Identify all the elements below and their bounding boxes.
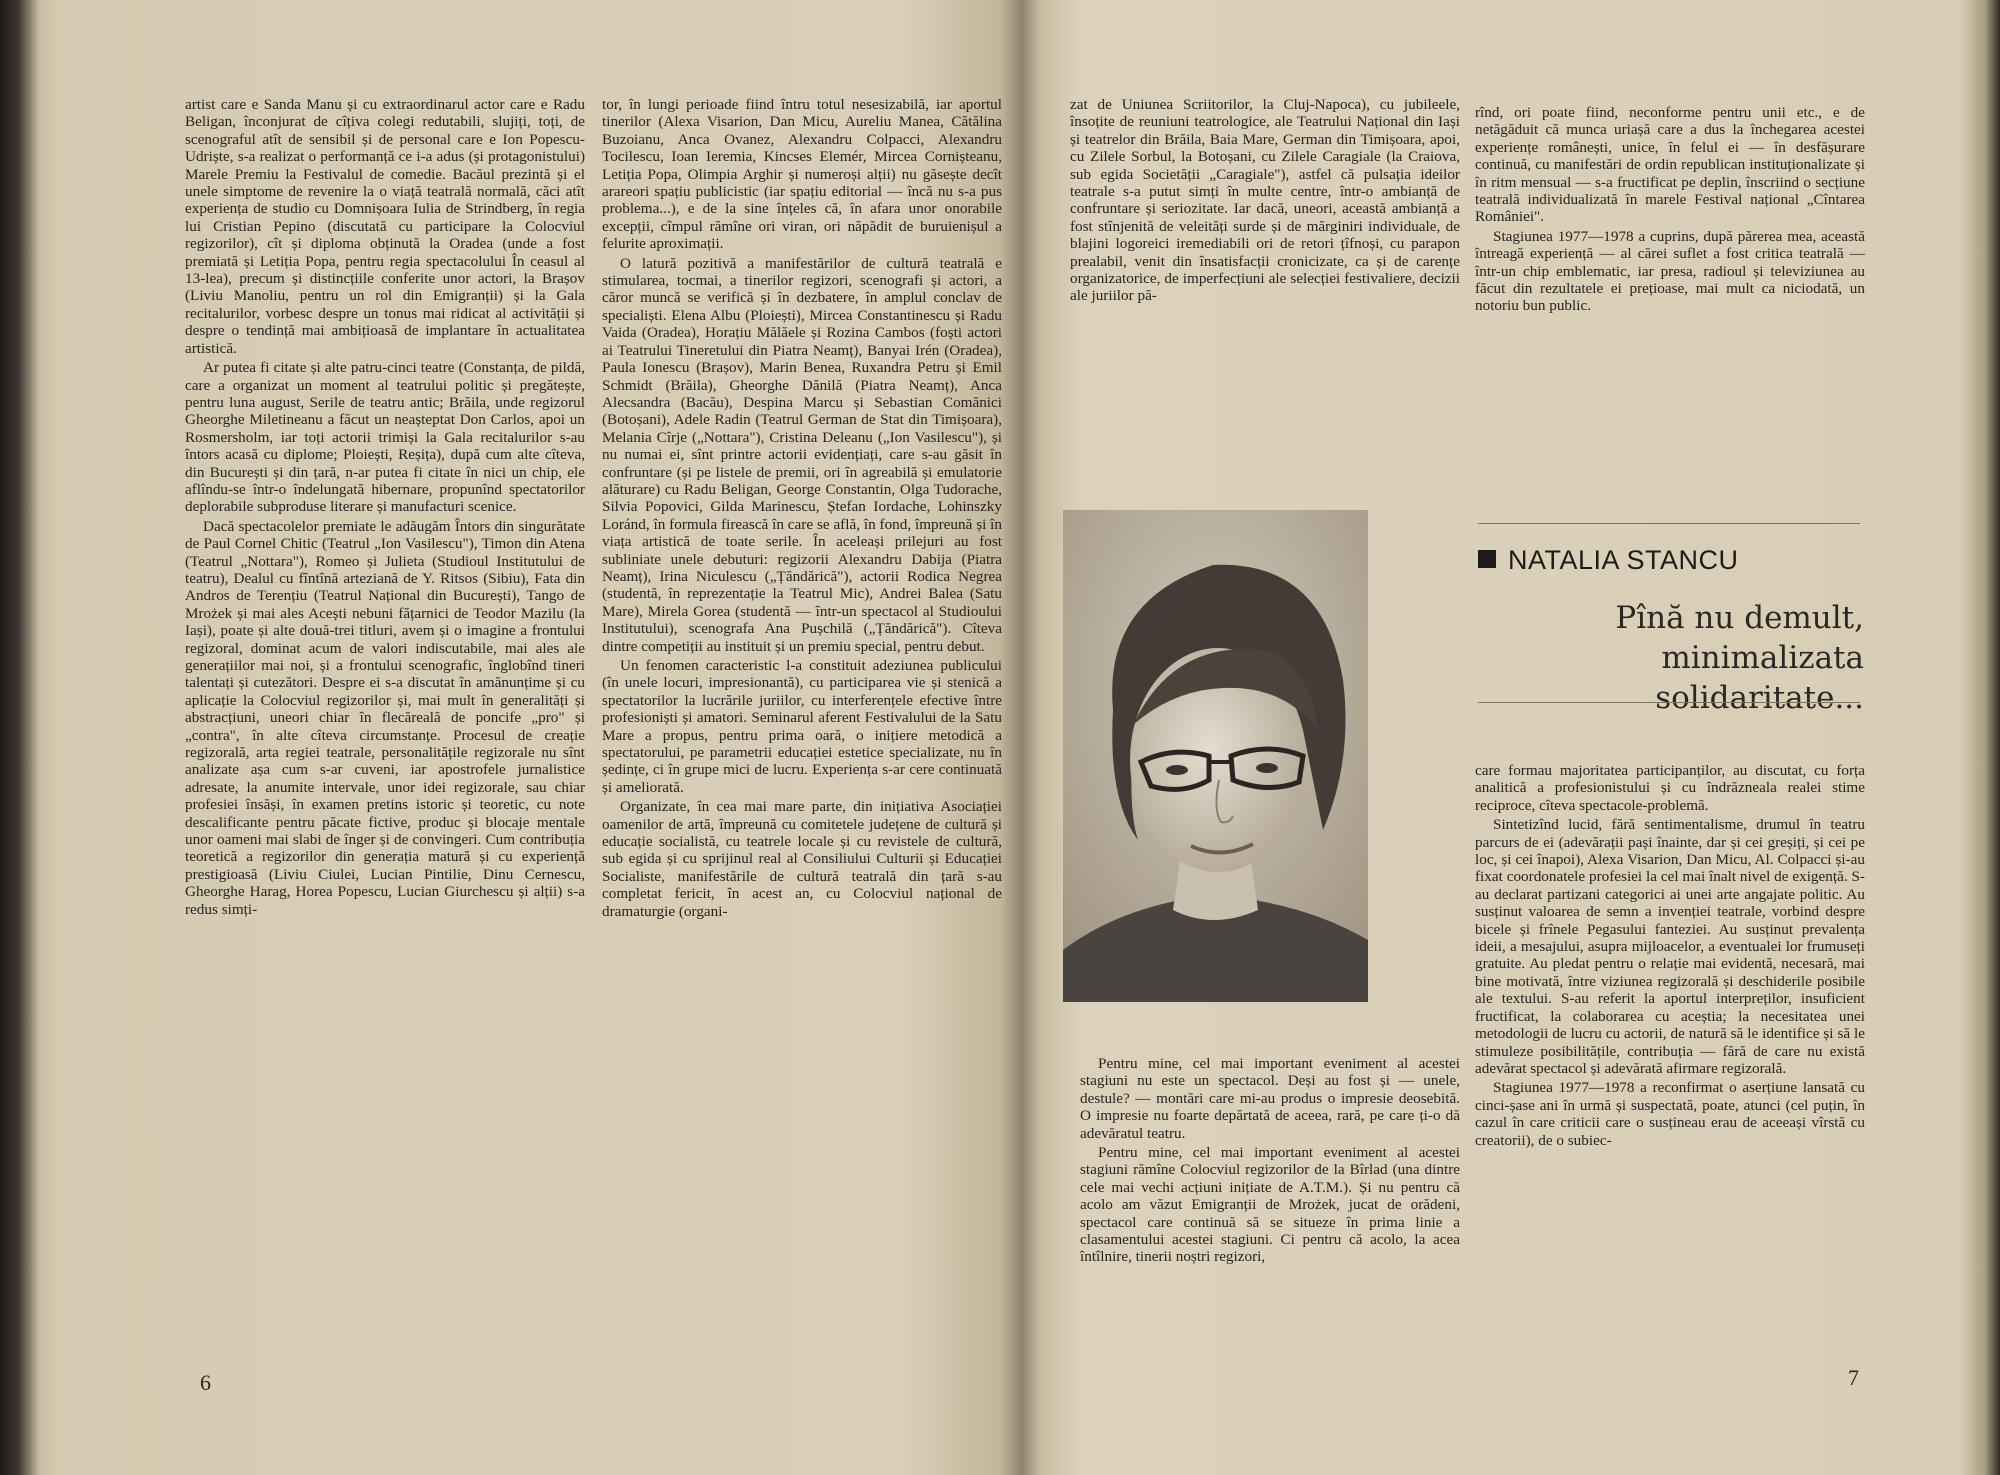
paragraph: tor, în lungi perioade fiind întru totul nesesizabilă, iar aportul tinerilor (Alexa Visarion, Dan Micu, Aureliu Manea, Cătălina Buzoianu, Anca Ovanez, Alexandru Colpacci, Alexandru Tocilescu, Ioan Ieremia, Kincses Elemér, Mircea Cornișteanu, Letiția Popa, Olimpia Arghir și numeroși alții) nu găsește decît arareori spațiu publicistic (iar spațiu editorial — încă nu s-a pus problema...), e de la sine înțeles că, în afara unor onorabile excepții, cîmpul rămîne ori viran, ori năpădit de buruienișul a felurite aproximații.	[602, 96, 1002, 253]
paragraph: care formau majoritatea participanților, au discutat, cu forța analitică a profesionistului și cu îndrăzneala realei stime reciproce, cîteva spectacole-problemă.	[1475, 762, 1865, 814]
paragraph: Pentru mine, cel mai important eveniment al acestei stagiuni rămîne Colocviul regizorilor de la Bîrlad (una dintre cele mai vechi acțiuni inițiate de A.T.M.). Și nu pentru că acolo am văzut Emigranții de Mrożek, jucat de orădeni, spectacol care continuă să se situeze în prima linie a clasamentului acestei stagiuni. Ci pentru că acolo, la acea întîlnire, tinerii noștri regizori,	[1080, 1144, 1460, 1266]
right-column-1-lower	[1080, 1055, 1460, 1345]
author-text: NATALIA STANCU	[1508, 545, 1739, 575]
section-rule-bottom	[1478, 702, 1860, 703]
paragraph: Ar putea fi citate și alte patru-cinci teatre (Constanța, de pildă, care a organizat un moment al teatrului politic și pregătește, pentru luna august, Serile de teatru antic; Brăila, unde regizorul Gheorghe Miletineanu a făcut un neașteptat Don Carlos, apoi un Rosmersholm, iar toți actorii trimiși la Gala recitalurilor s-au întors acasă cu diplome; Ploiești, Reșița), după cum alte cîteva, din București și din țară, n-ar putea fi citate în nici un chip, ele aflîndu-se într-o îndelungată hibernare, propunînd spectatorilor deplorabile subproduse literare și manufacturi scenice.	[185, 359, 585, 516]
left-column-2	[602, 96, 1002, 1344]
square-bullet-icon	[1478, 550, 1496, 568]
right-column-2-lower	[1475, 762, 1865, 1342]
paragraph: zat de Uniunea Scriitorilor, la Cluj-Napoca), cu jubileele, însoțite de reuniuni teatrologice, ale Teatrului Național din Iași și teatrelor din Brăila, Baia Mare, German din Timișoara, apoi, cu Zilele Sorbul, la Botoșani, cu Zilele Caragiale (la Craiova, sub egida Societății „Caragiale"), astfel că pulsația ideilor teatrale s-a putut simți în multe centre, într-o ambianță de confruntare și seriozitate. Iar dacă, uneori, această ambianță a fost stînjenită de veleități surde și de mărginiri individuale, de blajini logoreici iremediabili ori de retori țîfnoși, cu parapon prealabil, venit din însatisfacții cronicizate, ca și de carențe organizatorice, de imperfecțiuni ale selecției festivaliere, decizii ale juriilor pă-	[1070, 96, 1460, 305]
portrait-photo	[1063, 510, 1368, 1002]
page-number-right: 7	[1848, 1365, 1859, 1390]
right-column-1-upper	[1070, 96, 1460, 398]
right-column-2-upper	[1475, 104, 1865, 389]
paragraph: Un fenomen caracteristic l-a constituit adeziunea publicului (în unele locuri, impresionantă), cu participarea vie și stenică a spectatorilor la lucrările juriilor, cu interferențele efective între profesioniști și amatori. Seminarul aferent Festivalului de la Satu Mare a propus, pentru prima oară, o inițiere metodică a spectatorului, pe parametrii educației estetice specializate, nu în ședințe, ci în grupe mici de lucru. Experiența s-ar cere continuată și ameliorată.	[602, 657, 1002, 796]
paragraph: Stagiunea 1977—1978 a cuprins, după părerea mea, această întreagă experiență — al cărei suflet a fost critica teatrală — într-un chip emblematic, iar presa, radioul și televiziunea au făcut din rezultatele ei prețioase, mai mult ca niciodată, un notoriu bun public.	[1475, 227, 1865, 315]
left-column-1	[185, 96, 585, 1344]
author-name	[1478, 545, 1898, 585]
paragraph: Stagiunea 1977—1978 a reconfirmat o aserțiune lansată cu cinci-șase ani în urmă și suspectată, poate, atunci (cel puțin, în cazul în care criticii care o susțineau erau de aceeași vîrstă cu creatorii), de o subiec-	[1475, 1079, 1865, 1149]
paragraph: artist care e Sanda Manu și cu extraordinarul actor care e Radu Beligan, înconjurat de cîțiva colegi redutabili, slujiți, toți, de scenograful atît de sensibil și de personal care e Ion Popescu-Udriște, s-a realizat o performanță ce i-a adus (și protagonistului) Marele Premiu la Festivalul de comedie. Bacăul prezintă și el unele simptome de revenire la o viață teatrală normală, căci atît experiența de studio cu Domnișoara Iulia de Strindberg, în regia lui Cristian Pepino (discutată cu participare la Colocviul regizorilor), cît și diploma obținută la Oradea (unde a fost premiată și Letiția Popa, pentru regia spectacolului În ceasul al 13-lea), precum și distincțiile conferite unor actori, la Brașov (Liviu Manoliu, pentru un rol din Emigranții) și la Gala recitalurilor, vorbesc despre un tonus mai ridicat al activității și despre o tendință mai ambițioasă de implantare în actualitatea artistică.	[185, 96, 585, 357]
paragraph: O latură pozitivă a manifestărilor de cultură teatrală e stimularea, tocmai, a tinerilor regizori, scenografi și actori, a căror muncă se verifică și în dezbatere, în amplul conclav de specialiști. Elena Albu (Ploiești), Mircea Constantinescu și Radu Vaida (Oradea), Horațiu Mălăele și Rozina Cambos (foști actori ai Teatrului Tineretului din Piatra Neamț), Banyai Irén (Oradea), Paula Ionescu (Brașov), Marin Benea, Ruxandra Petru și Emil Schmidt (Brăila), Gheorghe Dănilă (Piatra Neamț), Anca Alecsandra (Bacău), Despina Marcu și Sebastian Comănici (Botoșani), Adele Radin (Teatrul German de Stat din Timișoara), Melania Cîrje („Nottara"), Cristina Deleanu („Ion Vasilescu"), și nu numai ei, sînt printre actorii evidențiați, care s-au găsit în confruntare (și pe listele de premii, ori în agreabilă și emulatorie alăturare) cu Radu Beligan, George Constantin, Olga Tudorache, Silvia Popovici, Gilda Marinescu, Ștefan Iordache, Lohinszky Loránd, în formula firească în care se află, în fond, împreună și în viața artistică de toate serile. În aceleași prilejuri au fost subliniate unele debuturi: regizorii Alexandru Dabija (Piatra Neamț), Irina Niculescu („Țăndărică"), actorii Rodica Negrea (studentă, în reprezentație la Teatrul Mic), Andrei Balea (Satu Mare), Mirela Gorea (studentă — într-un spectacol al Studioului Institutului), scenografa Ana Pușchilă („Țăndărică"). Cîteva dintre competiții au instituit și un premiu special, pentru debut.	[602, 254, 1002, 655]
portrait-image	[1063, 510, 1368, 1002]
section-rule-top	[1478, 523, 1860, 524]
paragraph: Sintetizînd lucid, fără sentimentalisme, drumul în teatru parcurs de ei (adevărații pași înainte, dar și cei greșiți, și cei pe loc, și cei înapoi), Alexa Visarion, Dan Micu, Al. Colpacci și-au fixat coordonatele profesiei la cel mai înalt nivel de exigență. S-au declarat partizani categorici ai unei arte angajate politic. Au susținut valoarea de semn a invenției teatrale, vorbind despre bicele și frînele Pegasului fanteziei. Au susținut prevalența ideii, a mesajului, asupra mijloacelor, a eventualei lor frumuseți gratuite. Au pledat pentru o relație mai evidentă, necesară, mai bine motivată, între viziunea regizorală și deschiderile posibile ale textului. S-au referit la aportul interpreților, insuficient fructificat, la colaborarea cu aceștia; la necesitatea unei metodologii de lucru cu actorii, de natură să le identifice și să le stimuleze posibilitățile, contribuția — fără de care nu există adevărat spectacol și adevărată afirmare regizorală.	[1475, 816, 1865, 1077]
paragraph: Pentru mine, cel mai important eveniment al acestei stagiuni nu este un spectacol. Deși au fost și — unele, destule? — montări care mi-au produs o impresie deosebită. O impresie nu foarte depărtată de aceea, rară, pe care ți-o dă adevăratul teatru.	[1080, 1055, 1460, 1142]
paragraph: rînd, ori poate fiind, neconforme pentru unii etc., e de netăgăduit că munca uriașă care a dus la închegarea acestei experiențe românești, unice, în felul ei — în desfășurare continuă, cu manifestări de ordin republican instituționalizate și în ritm mensual — s-a fructificat pe deplin, înscriind o secțiune teatrală individualizată în marele Festival național „Cîntarea României".	[1475, 104, 1865, 226]
paragraph: Organizate, în cea mai mare parte, din inițiativa Asociației oamenilor de artă, împreună cu comitetele județene de cultură și educație socialistă, cu teatrele locale și cu revistele de cultură, sub egida și cu sprijinul real al Consiliului Culturii și Educației Socialiste, manifestările de cultură teatrală din țară s-au completat fericit, în acest an, cu Colocviul național de dramaturgie (organi-	[602, 798, 1002, 920]
article-headline: Pînă nu demult, minimalizata solidaritate...	[1615, 600, 1864, 716]
paragraph: Dacă spectacolelor premiate le adăugăm Întors din singurătate de Paul Cornel Chitic (Teatrul „Ion Vasilescu"), Timon din Atena (Teatrul „Nottara"), Romeo și Julieta (Studioul Institutului de teatru), Dealul cu fîntînă arteziană de Y. Ritsos (Sibiu), Fata din Andros de Terențiu (Teatrul Național din București), Tango de Mrożek și mai ales Acești nebuni fățarnici de Teodor Mazilu (la Iași), poate și alte două-trei titluri, avem și o imagine a frontului regizoral, dominat acum de valori indiscutabile, mai ales ale generațiilor mai noi, și a frontului scenografic, înglobînd tineri talentați și cutezători. Despre ei s-a discutat în amănunțime și cu aplicație la Colocviul regizorilor și, mai mult în generalități și abstracțiuni, uneori chiar în flecăreală de poncife „pro" și „contra", în alte cîteva circumstanțe. Procesul de creație regizorală, arta regiei teatrale, personalitățile regizorale nu sînt analizate așa cum s-ar cuveni, iar apostrofele jurnalistice adresate, la anumite intervale, unor idei regizorale, sau chiar profesiei însăși, în examen pretins istoric și teoretic, cu note descalificante pentru păcate fictive, produc și blocaje mentale unor oameni mai slabi de înger și de convingeri. Cum contribuția teoretică a regizorilor din generația matură și cu experiență prestigioasă (Liviu Ciulei, Lucian Pintilie, Dinu Cernescu, Gheorghe Harag, Horea Popescu, Lucian Giurchescu și alții) s-a redus simți-	[185, 517, 585, 918]
page-number-left: 6	[200, 1370, 211, 1395]
